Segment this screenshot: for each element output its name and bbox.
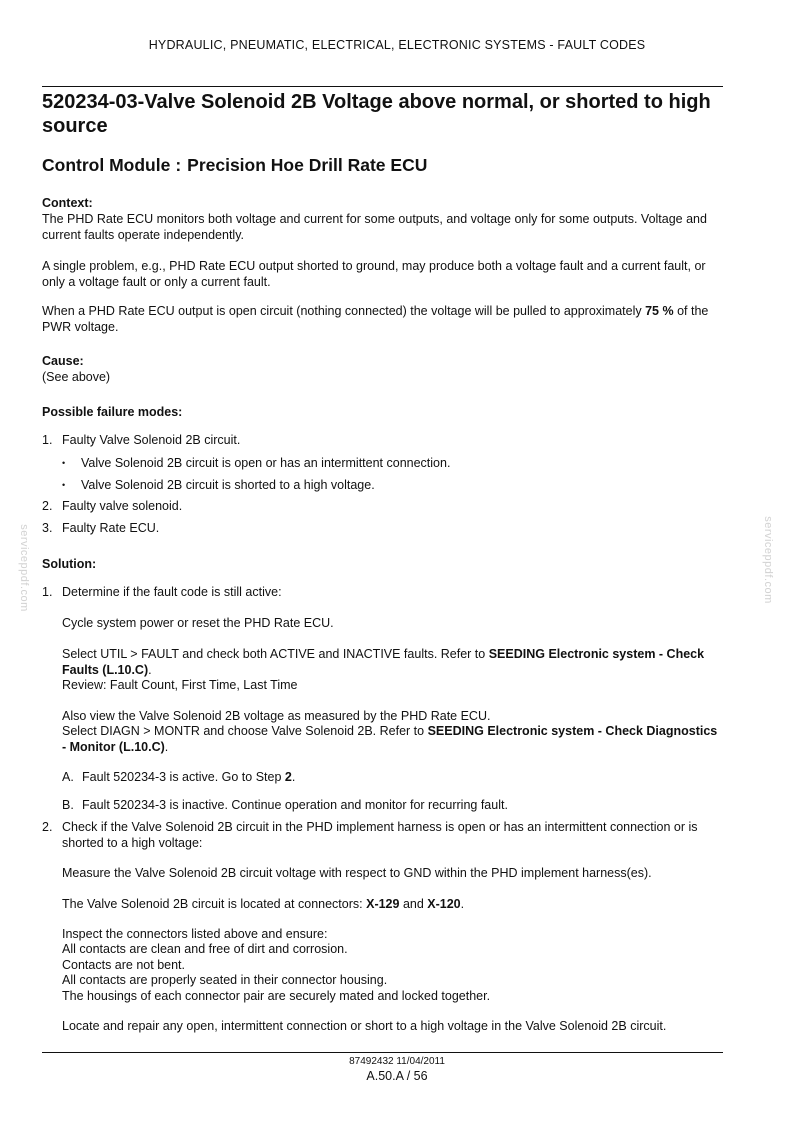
inspect-line: All contacts are clean and free of dirt and corrosion. <box>62 942 348 956</box>
step-1-select-faults <box>62 646 724 678</box>
context-p3-tail: of the PWR voltage. <box>42 304 709 334</box>
check-faults-reference: SEEDING Electronic system - Check Faults (L.10.C) <box>62 647 705 677</box>
bullet-icon: • <box>62 458 66 468</box>
footer-rule <box>42 1052 723 1053</box>
module-value: Precision Hoe Drill Rate ECU <box>187 155 428 175</box>
context-paragraph-3 <box>42 303 723 335</box>
inspect-line: All contacts are properly seated in their connector housing. <box>62 973 388 987</box>
failure-mode-item: Faulty Valve Solenoid 2B circuit. <box>62 433 241 447</box>
step-number: 1. <box>42 585 53 599</box>
connector-x120: X-120 <box>427 897 461 911</box>
failure-mode-subitem: Valve Solenoid 2B circuit is shorted to a high voltage. <box>81 478 375 492</box>
check-diagnostics-reference: SEEDING Electronic system - Check Diagnostics - Monitor (L.10.C) <box>62 724 718 754</box>
failure-modes-heading: Possible failure modes: <box>42 405 183 419</box>
connectors-and: and <box>399 897 428 911</box>
failure-mode-item: Faulty Rate ECU. <box>62 521 160 535</box>
watermark-left: serviceppdf.com <box>18 524 30 612</box>
pwr-percentage: 75 % <box>645 304 674 318</box>
select-faults-tail: . <box>148 663 152 677</box>
solution-heading: Solution: <box>42 557 97 571</box>
option-b-text: Fault 520234-3 is inactive. Continue operation and monitor for recurring fault. <box>82 798 508 812</box>
inspect-line: Inspect the connectors listed above and ensure: <box>62 927 328 941</box>
step-1-select-monitor <box>62 723 724 755</box>
option-a-body: Fault 520234-3 is active. Go to Step <box>82 770 285 784</box>
failure-mode-number: 3. <box>42 521 53 535</box>
footer-doc-number: 87492432 11/04/2011 <box>349 1056 445 1067</box>
option-a-label: A. <box>62 770 74 784</box>
step-2-locate-repair: Locate and repair any open, intermittent connection or short to a high voltage in the Valve Solenoid 2B circuit. <box>62 1019 667 1033</box>
module-separator: : <box>175 155 182 175</box>
step-number: 2. <box>42 820 53 834</box>
failure-mode-number: 2. <box>42 499 53 513</box>
failure-mode-number: 1. <box>42 433 53 447</box>
step-1-review: Review: Fault Count, First Time, Last Time <box>62 678 298 692</box>
cause-text: (See above) <box>42 370 111 384</box>
step-1-text: Determine if the fault code is still active: <box>62 585 282 599</box>
failure-mode-subitem: Valve Solenoid 2B circuit is open or has an intermittent connection. <box>81 456 451 470</box>
step-2-text: Check if the Valve Solenoid 2B circuit in the PHD implement harness is open or has an intermittent connection or is shorted to a high voltage: <box>62 820 698 850</box>
select-faults-text: Select UTIL > FAULT and check both ACTIVE and INACTIVE faults. Refer to <box>62 647 489 661</box>
fault-code-title: 520234-03-Valve Solenoid 2B Voltage above normal, or shorted to high source <box>42 91 711 137</box>
select-monitor-text: Select DIAGN > MONTR and choose Valve Solenoid 2B. Refer to <box>62 724 428 738</box>
module-label: Control Module <box>42 155 171 175</box>
option-b-label: B. <box>62 798 74 812</box>
connectors-text: The Valve Solenoid 2B circuit is located at connectors: <box>62 897 367 911</box>
context-paragraph-2: A single problem, e.g., PHD Rate ECU output shorted to ground, may produce both a voltage fault and a current fault, or only a voltage fault or only a current fault. <box>42 259 706 289</box>
cause-heading: Cause: <box>42 354 84 368</box>
option-a-tail: . <box>291 770 296 784</box>
connector-x129: X-129 <box>366 897 400 911</box>
context-heading: Context: <box>42 196 93 210</box>
connectors-tail: . <box>460 897 465 911</box>
step-2-connectors <box>62 896 464 912</box>
step-1-also-view: Also view the Valve Solenoid 2B voltage as measured by the PHD Rate ECU. <box>62 709 491 723</box>
select-monitor-tail: . <box>164 740 169 754</box>
step-1-cycle: Cycle system power or reset the PHD Rate ECU. <box>62 616 334 630</box>
watermark-right: serviceppdf.com <box>762 516 774 604</box>
step-2-measure: Measure the Valve Solenoid 2B circuit voltage with respect to GND within the PHD implement harness(es). <box>62 866 652 880</box>
bullet-icon: • <box>62 480 66 490</box>
option-a-text <box>82 769 295 785</box>
running-header: HYDRAULIC, PNEUMATIC, ELECTRICAL, ELECTRONIC SYSTEMS - FAULT CODES <box>148 38 646 52</box>
header-rule <box>42 86 723 87</box>
inspect-line: The housings of each connector pair are securely mated and locked together. <box>62 989 491 1003</box>
context-paragraph-1: The PHD Rate ECU monitors both voltage and current for some outputs, and voltage only for some outputs. Voltage and current faults operate independently. <box>42 212 707 242</box>
footer-page-number: A.50.A / 56 <box>366 1069 428 1083</box>
inspect-line: Contacts are not bent. <box>62 958 185 972</box>
failure-mode-item: Faulty valve solenoid. <box>62 499 183 513</box>
context-p3-text: When a PHD Rate ECU output is open circuit (nothing connected) the voltage will be pulled to approximately <box>42 304 646 318</box>
go-to-step-number: 2 <box>284 770 292 784</box>
control-module-heading <box>42 155 427 176</box>
